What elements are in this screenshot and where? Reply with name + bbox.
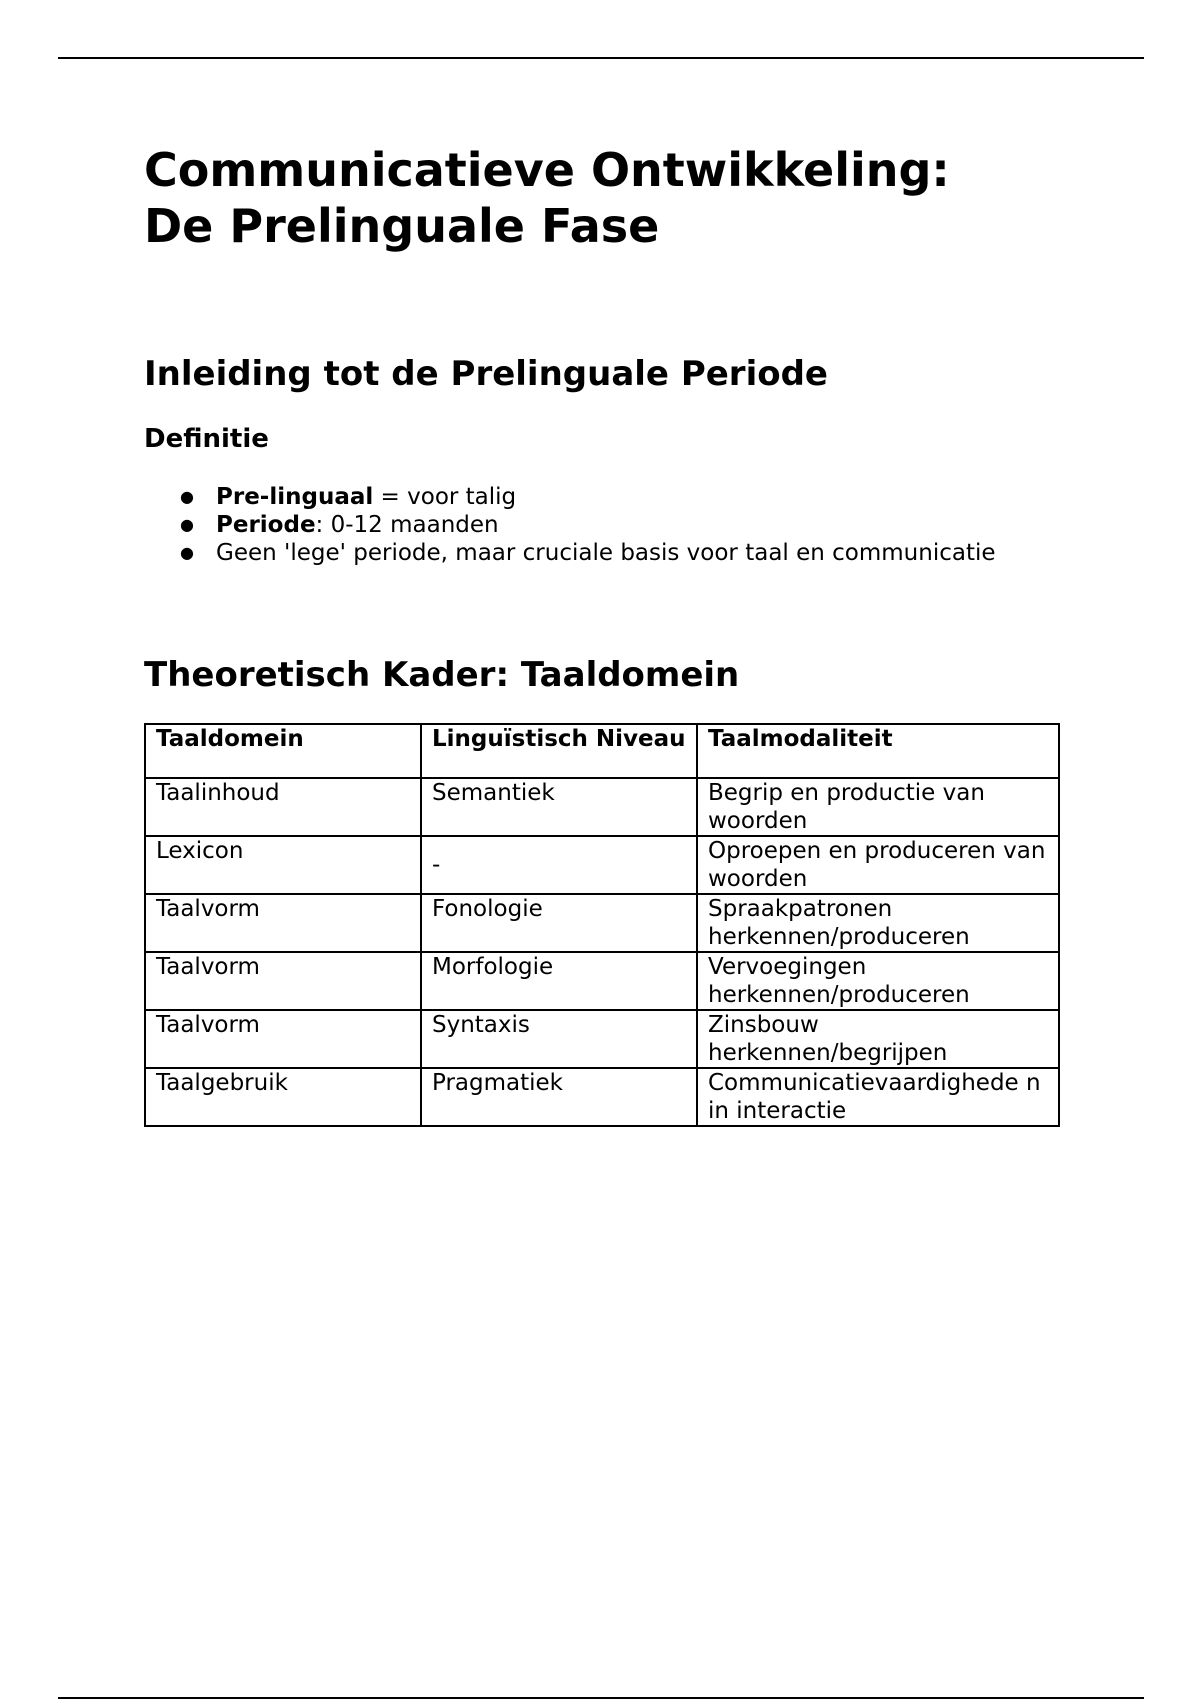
table-cell: Spraakpatronen herkennen/produceren — [697, 894, 1059, 952]
table-cell: Communicatievaardighede n in interactie — [697, 1068, 1059, 1126]
table-cell: Fonologie — [421, 894, 697, 952]
table-cell: Begrip en productie van woorden — [697, 778, 1059, 836]
header-linguistisch-niveau: Linguïstisch Niveau — [421, 724, 697, 778]
top-rule — [58, 57, 1144, 59]
table-cell: - — [421, 836, 697, 894]
bullet-icon: ● — [180, 543, 194, 562]
table-cell: Pragmatiek — [421, 1068, 697, 1126]
table-header-row — [145, 724, 1059, 778]
table-cell: Taalinhoud — [145, 778, 421, 836]
bullet-icon: ● — [180, 515, 194, 534]
bullet-icon: ● — [180, 487, 194, 506]
table-row — [145, 1068, 1059, 1126]
list-item-term: Pre-linguaal — [216, 484, 374, 510]
header-taaldomein: Taaldomein — [145, 724, 421, 778]
table-row — [145, 952, 1059, 1010]
table-cell: Taalvorm — [145, 952, 421, 1010]
table-cell: Semantiek — [421, 778, 697, 836]
table-row — [145, 778, 1059, 836]
list-item-text: = voor talig — [373, 484, 517, 510]
table-cell: Taalgebruik — [145, 1068, 421, 1126]
document-body — [144, 142, 1064, 1127]
definition-heading: Definitie — [144, 424, 269, 454]
table-cell: Oproepen en produceren van woorden — [697, 836, 1059, 894]
header-taalmodaliteit: Taalmodaliteit — [697, 724, 1059, 778]
list-item — [144, 483, 1064, 511]
list-item-text: Geen 'lege' periode, maar cruciale basis voor taal en communicatie — [216, 540, 996, 566]
table-row — [145, 1010, 1059, 1068]
table-row — [145, 894, 1059, 952]
document-title — [144, 142, 1064, 254]
bottom-rule — [58, 1697, 1144, 1699]
title-line-1: Communicatieve Ontwikkeling: — [144, 143, 950, 197]
title-line-2: De Prelinguale Fase — [144, 199, 660, 253]
table-cell: Zinsbouw herkennen/begrijpen — [697, 1010, 1059, 1068]
intro-heading: Inleiding tot de Prelinguale Periode — [144, 354, 828, 394]
list-item — [144, 539, 1064, 567]
table-cell: Morfologie — [421, 952, 697, 1010]
language-domain-table — [144, 723, 1060, 1127]
list-item — [144, 511, 1064, 539]
table-cell: Lexicon — [145, 836, 421, 894]
table-cell: Taalvorm — [145, 1010, 421, 1068]
definition-list — [144, 483, 1064, 567]
list-item-term: Periode — [216, 512, 316, 538]
table-row — [145, 836, 1059, 894]
table-cell: Vervoegingen herkennen/produceren — [697, 952, 1059, 1010]
table-cell: Syntaxis — [421, 1010, 697, 1068]
table-cell: Taalvorm — [145, 894, 421, 952]
list-item-text: : 0-12 maanden — [315, 512, 499, 538]
framework-heading: Theoretisch Kader: Taaldomein — [144, 655, 740, 695]
